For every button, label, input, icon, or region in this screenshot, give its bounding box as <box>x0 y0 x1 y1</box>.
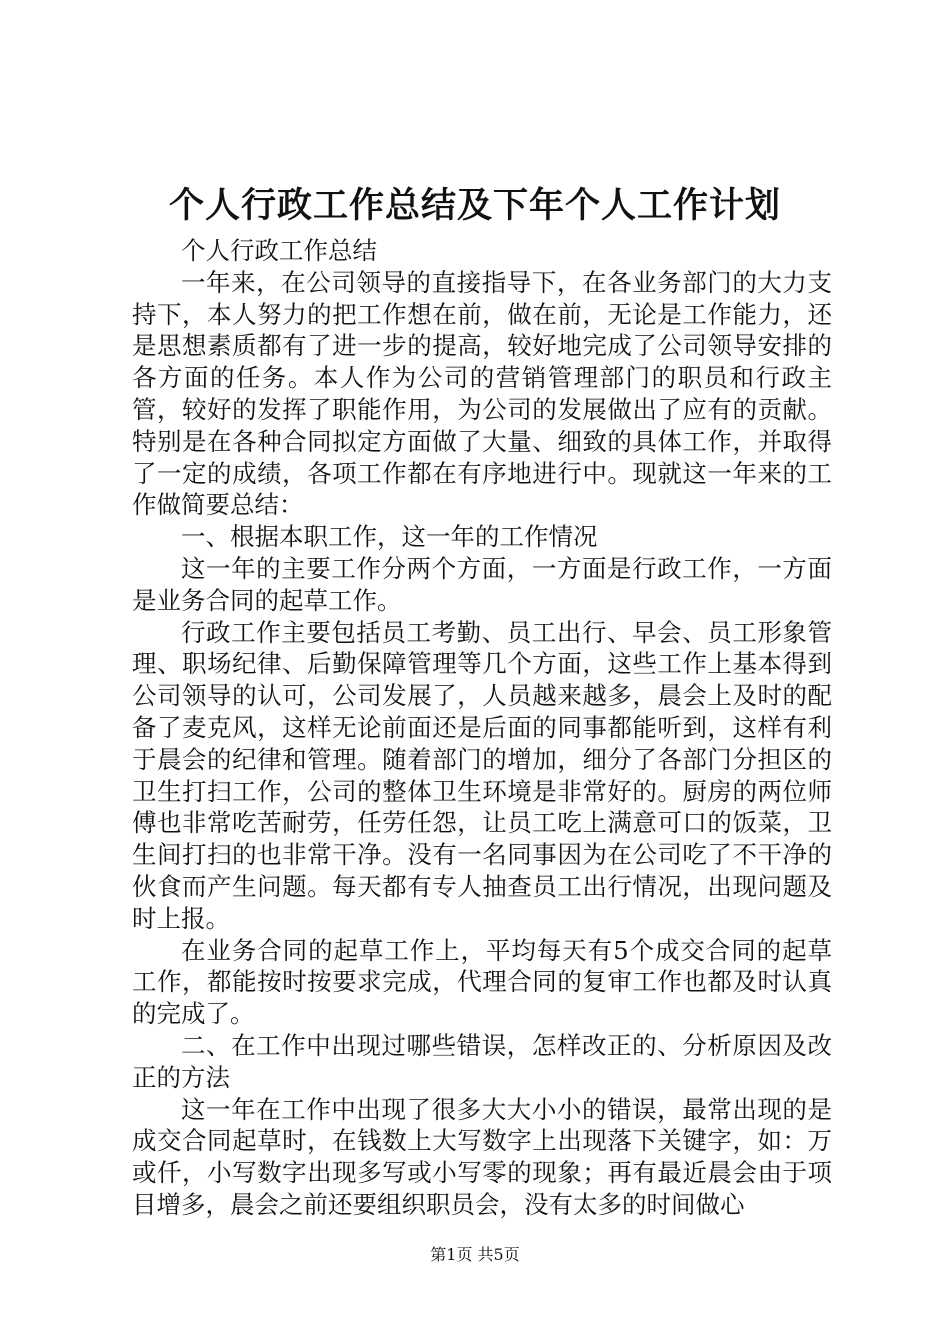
paragraph: 这一年在工作中出现了很多大大小小的错误，最常出现的是成交合同起草时，在钱数上大写数字上出现落下关键字，如：万或仟，小写数字出现多写或小写零的现象；再有最近晨会由于项目增多，晨会之前还要组织职员会，没有太多的时间做心 <box>132 1094 832 1219</box>
page-number-footer: 第1页 共5页 <box>430 1245 520 1264</box>
section-heading: 个人行政工作总结 <box>181 236 377 265</box>
section-heading: 一、根据本职工作，这一年的工作情况 <box>181 522 598 552</box>
paragraph: 行政工作主要包括员工考勤、员工出行、早会、员工形象管理、职场纪律、后勤保障管理等几个方面，这些工作上基本得到公司领导的认可，公司发展了，人员越来越多，晨会上及时的配备了麦克风，这样无论前面还是后面的同事都能听到，这样有利于晨会的纪律和管理。随着部门的增加，细分了各部门分担区的卫生打扫工作，公司的整体卫生环境是非常好的。厨房的两位师傅也非常吃苦耐劳，任劳任怨，让员工吃上满意可口的饭菜，卫生间打扫的也非常干净。没有一名同事因为在公司吃了不干净的伙食而产生问题。每天都有专人抽查员工出行情况，出现问题及时上报。 <box>132 617 832 933</box>
paragraph: 这一年的主要工作分两个方面，一方面是行政工作，一方面是业务合同的起草工作。 <box>132 553 832 615</box>
document-body <box>132 235 832 1221</box>
document-title: 个人行政工作总结及下年个人工作计划 <box>168 185 781 226</box>
section-heading: 二、在工作中出现过哪些错误，怎样改正的、分析原因及改正的方法 <box>132 1030 832 1092</box>
paragraph: 在业务合同的起草工作上，平均每天有5个成交合同的起草工作，都能按时按要求完成，代理合同的复审工作也都及时认真的完成了。 <box>132 935 832 1029</box>
paragraph: 一年来，在公司领导的直接指导下，在各业务部门的大力支持下，本人努力的把工作想在前，做在前，无论是工作能力，还是思想素质都有了进一步的提高，较好地完成了公司领导安排的各方面的任务。本人作为公司的营销管理部门的职员和行政主管，较好的发挥了职能作用，为公司的发展做出了应有的贡献。特别是在各种合同拟定方面做了大量、细致的具体工作，并取得了一定的成绩，各项工作都在有序地进行中。现就这一年来的工作做简要总结： <box>132 267 832 520</box>
